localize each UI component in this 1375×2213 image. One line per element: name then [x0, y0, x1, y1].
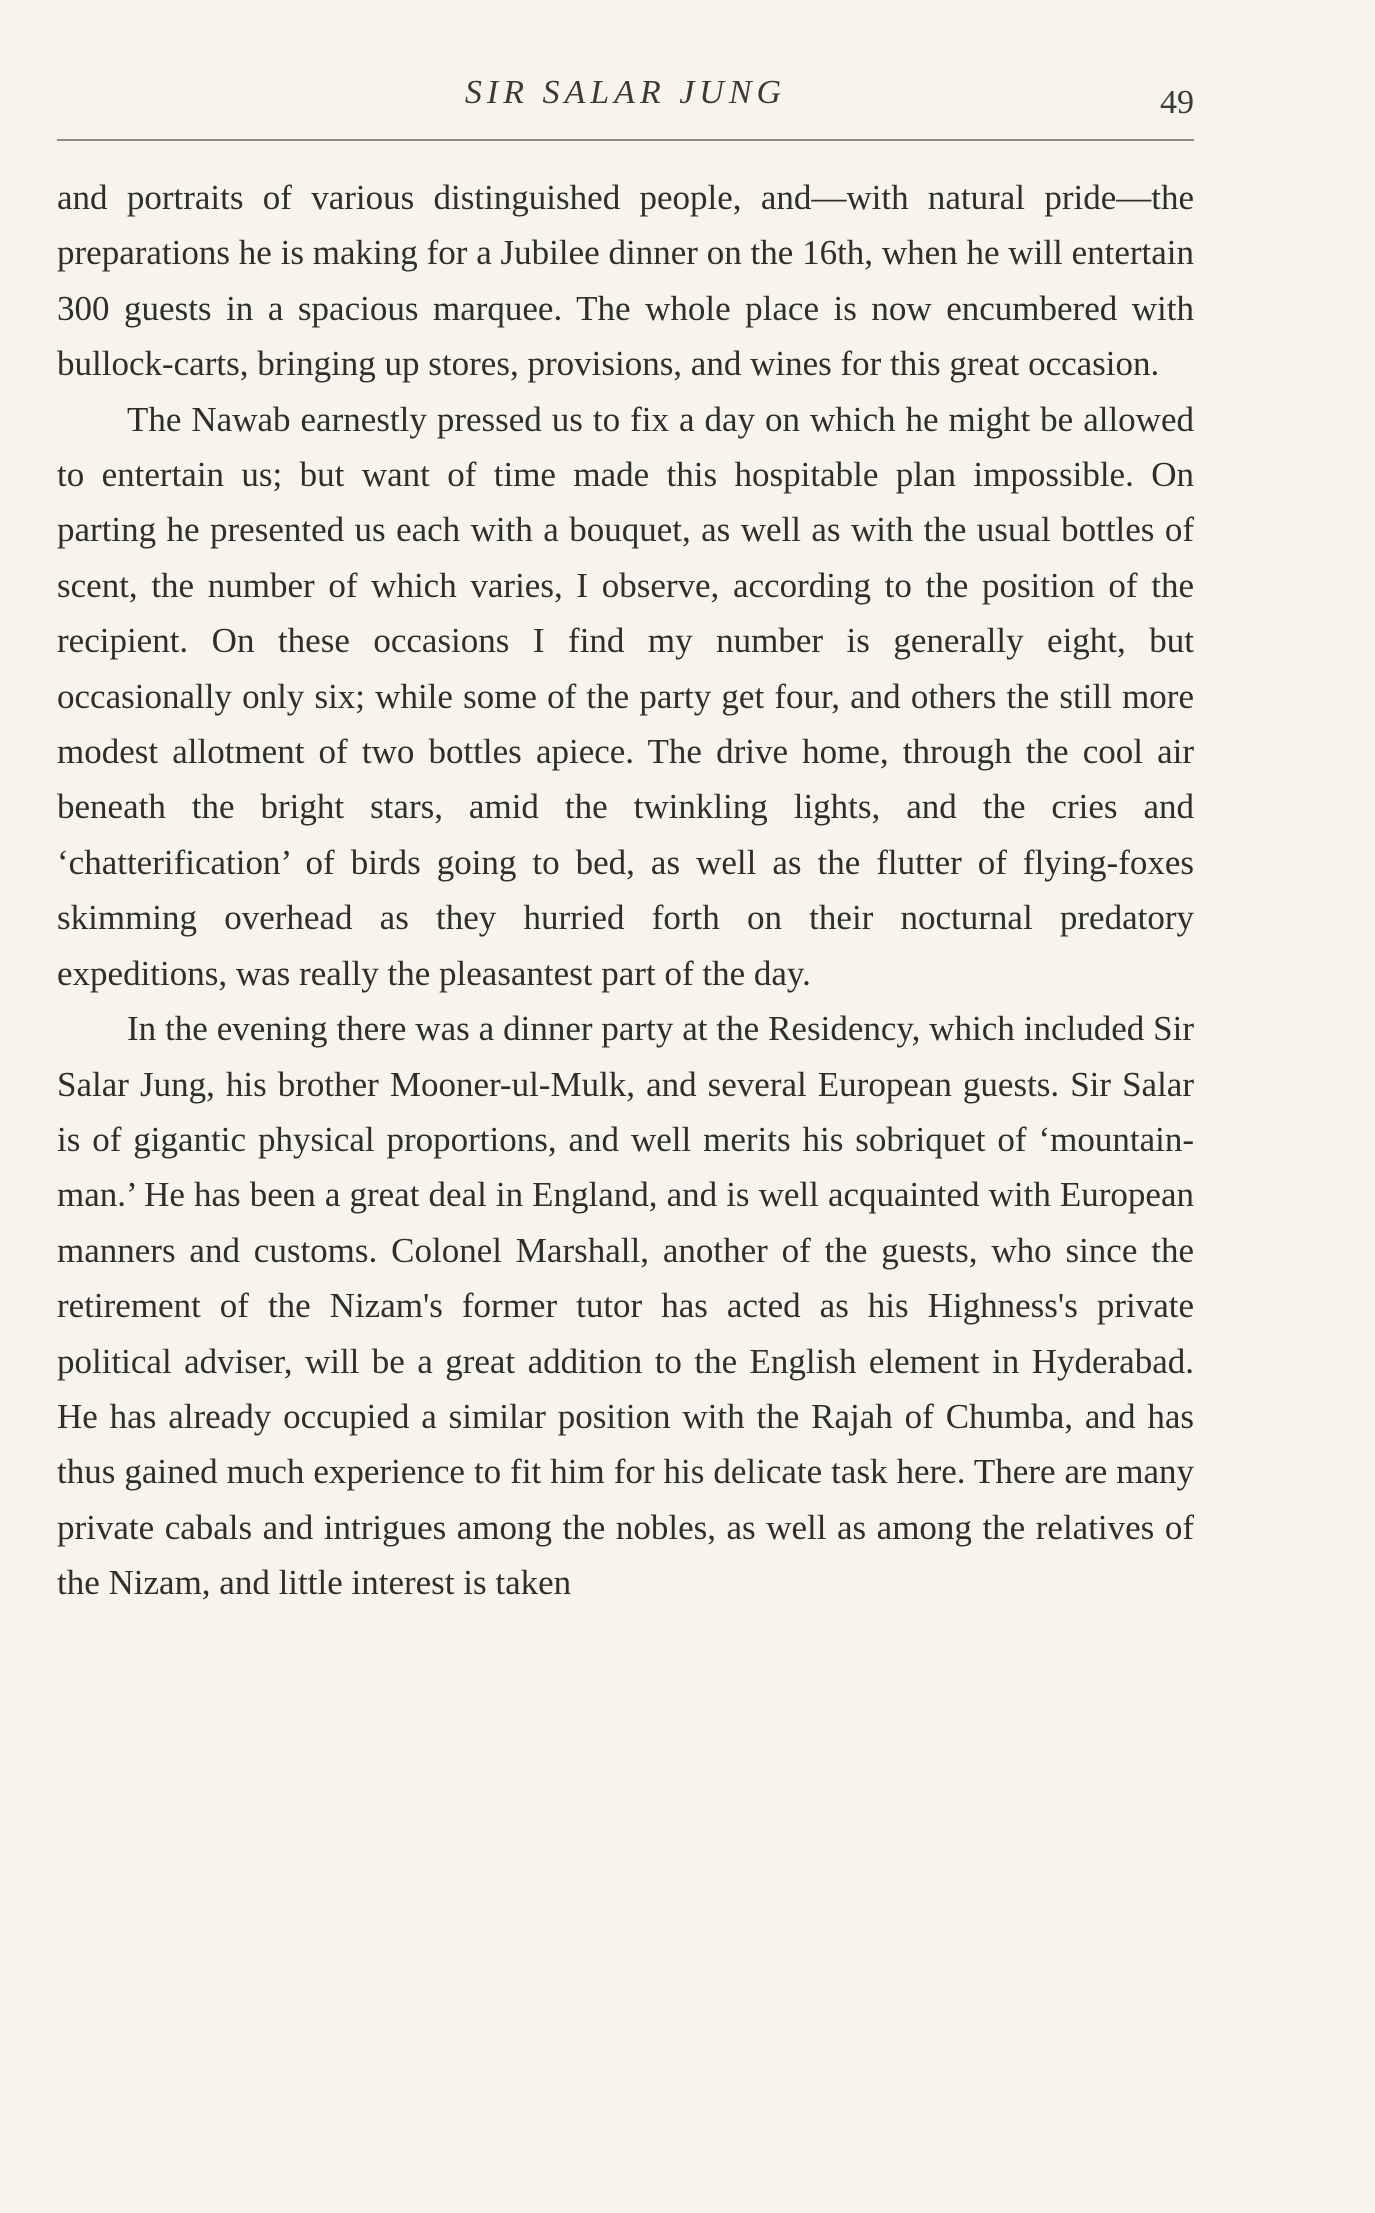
header-rule: [57, 139, 1194, 141]
body-text: [57, 170, 1194, 1611]
paragraph: In the evening there was a dinner party at the Residency, which included Sir Salar Jung, his brother Mooner-ul-Mulk, and several European guests. Sir Salar is of gigantic physical proportions, and well merits his sobriquet of ‘mountain-man.’ He has been a great deal in England, and is well acquainted with European manners and customs. Colonel Marshall, another of the guests, who since the retirement of the Nizam's former tutor has acted as his Highness's private political adviser, will be a great addition to the English element in Hyderabad. He has already occupied a similar position with the Rajah of Chumba, and has thus gained much experience to fit him for his delicate task here. There are many private cabals and intrigues among the nobles, as well as among the relatives of the Nizam, and little interest is taken: [57, 1009, 1194, 1603]
page-header: [57, 68, 1194, 128]
paragraph: The Nawab earnestly pressed us to fix a day on which he might be allowed to entertain us; but want of time made this hospitable plan impossible. On parting he presented us each with a bouquet, as well as with the usual bottles of scent, the number of which varies, I observe, according to the position of the recipient. On these occasions I find my number is generally eight, but occasionally only six; while some of the party get four, and others the still more modest allotment of two bottles apiece. The drive home, through the cool air beneath the bright stars, amid the twinkling lights, and the cries and ‘chatterification’ of birds going to bed, as well as the flutter of flying-foxes skimming overhead as they hurried forth on their nocturnal predatory expeditions, was really the pleasantest part of the day.: [57, 399, 1194, 993]
paragraph-continued: and portraits of various distinguished people, and—with natural pride—the preparations he is making for a Jubilee dinner on the 16th, when he will entertain 300 guests in a spacious marquee. The whole place is now encumbered with bullock-carts, bringing up stores, provisions, and wines for this great occasion.: [57, 178, 1194, 384]
page-number: 49: [1160, 84, 1194, 121]
running-title: SIR SALAR JUNG: [464, 74, 787, 111]
